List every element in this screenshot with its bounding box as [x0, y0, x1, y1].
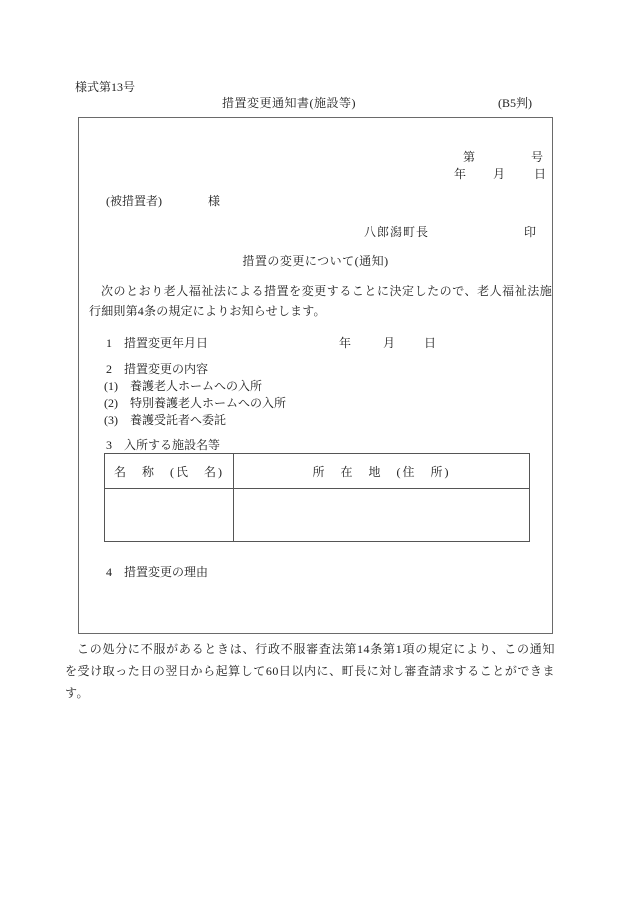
doc-number-suffix: 号 [531, 150, 544, 164]
facility-table-header-row [105, 454, 530, 489]
section2-label: 2 措置変更の内容 [106, 362, 209, 376]
paper-size-note: (B5判) [498, 96, 532, 110]
section4-label: 4 措置変更の理由 [106, 565, 209, 579]
facility-table-data-row [105, 489, 530, 542]
section2-item-1: (1) 養護老人ホームへの入所 [104, 379, 262, 393]
section2-item-3: (3) 養護受託者へ委託 [104, 413, 226, 427]
addressee-honorific: 様 [208, 194, 221, 208]
section2-item-2: (2) 特別養護老人ホームへの入所 [104, 396, 286, 410]
form-border-box [78, 117, 553, 634]
section1-year-label: 年 [339, 336, 352, 350]
section1-label: 1 措置変更年月日 [106, 336, 209, 350]
section3-label: 3 入所する施設名等 [106, 438, 221, 452]
document-title: 措置変更通知書(施設等) [222, 96, 356, 110]
addressee-label: (被措置者) [106, 194, 162, 208]
intro-paragraph: 次のとおり老人福祉法による措置を変更することに決定したので、老人福祉法施行細則第4条の規定によりお知らせします。 [89, 284, 552, 318]
sender-name: 八郎潟町長 [364, 225, 430, 239]
doc-number-prefix: 第 [463, 150, 476, 164]
sender-seal-mark: 印 [524, 225, 537, 239]
facility-address-header: 所 在 地 (住 所) [234, 454, 530, 489]
section1-day-label: 日 [424, 336, 437, 350]
document-subject: 措置の変更について(通知) [242, 254, 389, 268]
facility-name-cell [105, 489, 234, 542]
facility-address-cell [234, 489, 530, 542]
form-number: 様式第13号 [75, 80, 136, 94]
facility-table [104, 453, 530, 542]
facility-name-header: 名 称 (氏 名) [105, 454, 234, 489]
appeal-notice: この処分に不服があるときは、行政不服審査法第14条第1項の規定により、この通知を受け取った日の翌日から起算して60日以内に、町長に対し審査請求することができます。 [65, 642, 555, 700]
date-year-label: 年 [454, 167, 467, 181]
date-day-label: 日 [534, 167, 547, 181]
date-month-label: 月 [493, 167, 506, 181]
section1-month-label: 月 [383, 336, 396, 350]
